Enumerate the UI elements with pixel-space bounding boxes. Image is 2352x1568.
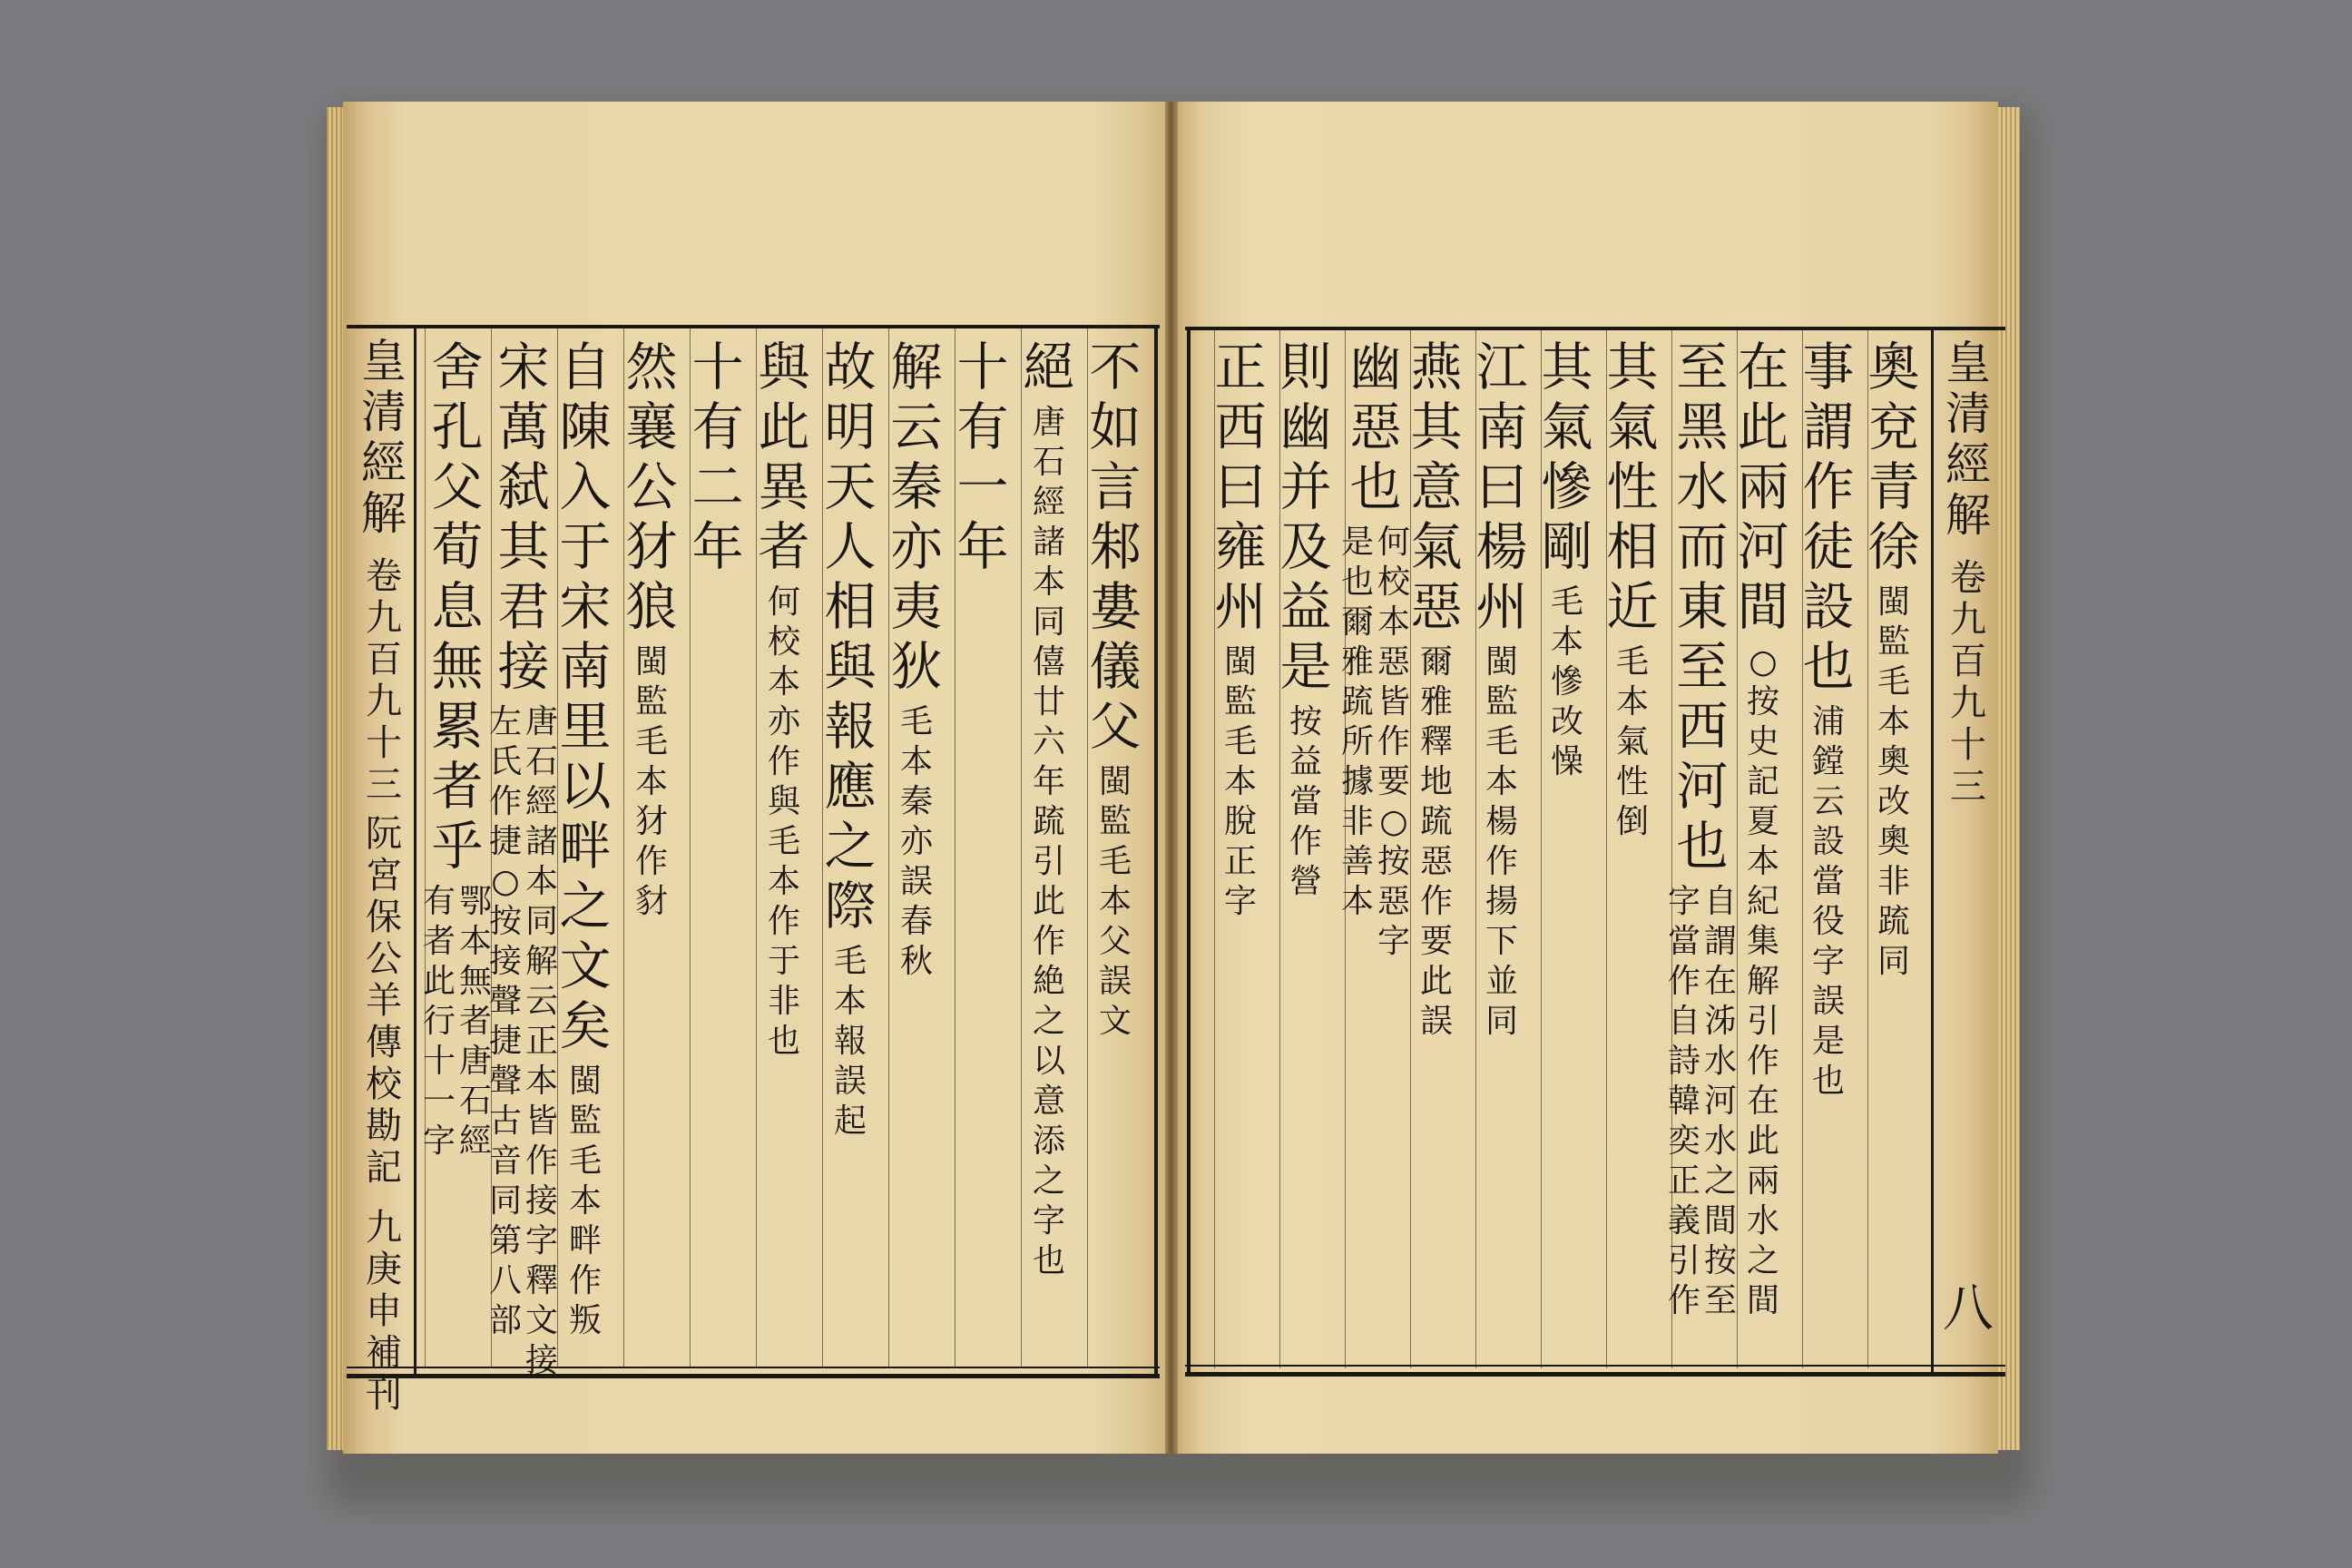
- main-text: 不 如 言 邾 婁 儀 父: [1089, 338, 1142, 757]
- main-text: 自 陳 入 于 宋 南 里 以 畔 之 文 矣: [559, 338, 612, 1056]
- annotation-note: ○ 按 史 記 夏 本 紀 集 解 引 作 在 此 兩 水 之 間: [1746, 643, 1779, 1319]
- annotation-note: 毛 本 慘 改 懆: [1550, 583, 1583, 780]
- main-text: 其 氣 慘 剛: [1541, 338, 1593, 577]
- left-column: [686, 338, 750, 577]
- right-margin-rule: [1931, 327, 1934, 1375]
- note-line: 自 謂 在 泲 水 河 水 之 間 按 至: [1703, 883, 1737, 1319]
- annotation-note: [1339, 523, 1412, 962]
- annotation-note: [1666, 882, 1739, 1321]
- left-column: [951, 338, 1014, 577]
- note-line: 鄂 本 無 者 唐 石 經: [458, 883, 492, 1160]
- main-text: 則 幽 并 及 益 是: [1279, 338, 1332, 697]
- main-text: 其 氣 性 相 近: [1606, 338, 1659, 637]
- annotation-note: 閩 監 毛 本 楊 作 揚 下 並 同: [1485, 643, 1518, 1040]
- right-column: [1339, 338, 1412, 962]
- note-line: 左 氏 作 捷 ○ 按 接 聲 捷 聲 古 音 同 第 八 部: [488, 703, 522, 1339]
- main-text: 十 有 二 年: [691, 338, 744, 577]
- annotation-note: 閩 監 毛 本 父 誤 文: [1098, 763, 1132, 1040]
- main-text: 故 明 天 人 相 與 報 應 之 際: [824, 338, 877, 936]
- main-text: 絕: [1023, 338, 1075, 397]
- main-text: 奧 兗 青 徐: [1867, 338, 1920, 577]
- left-column: [554, 338, 617, 1341]
- volume-number-right: 卷 九 百 九 十 三: [1950, 557, 1986, 808]
- volume-number: 卷 九 百 九 十 三: [366, 555, 402, 806]
- main-text: 至 黑 水 而 東 至 西 河 也: [1676, 338, 1729, 877]
- main-text: 江 南 曰 楊 州: [1475, 338, 1528, 637]
- left-column: [487, 338, 560, 1381]
- main-text: 舍 孔 父 荀 息 無 累 者 乎: [431, 338, 484, 877]
- annotation-note: 毛 本 氣 性 倒: [1615, 643, 1649, 840]
- annotation-note: 毛 本 報 誤 起: [833, 943, 867, 1140]
- left-margin-header: [352, 336, 416, 1416]
- right-column: [1535, 338, 1599, 782]
- book-gutter: [1165, 102, 1178, 1454]
- main-text: 宋 萬 弑 其 君 接: [497, 338, 550, 697]
- right-column: [1862, 338, 1926, 982]
- right-column: [1470, 338, 1534, 1042]
- left-column: [620, 338, 683, 922]
- right-bottom-inner-rule: [1185, 1365, 2005, 1367]
- main-text: 然 襄 公 犲 狼: [625, 338, 678, 637]
- note-line: 唐 石 經 諸 本 同 解 云 正 本 皆 作 接 字 釋 文 接: [524, 703, 558, 1379]
- left-outer-rule: [1154, 325, 1158, 1377]
- collection-title-right: 皇 清 經 解: [1945, 337, 1991, 542]
- annotation-note: 唐 石 經 諸 本 同 僖 廿 六 年 䟽 引 此 作 絶 之 以 意 添 之 字 也: [1032, 404, 1065, 1279]
- left-column: [1017, 338, 1081, 1281]
- right-top-rule: [1185, 327, 2005, 330]
- annotation-note: 閩 監 毛 本 犲 作 豺: [634, 643, 668, 920]
- note-line: 字 當 作 自 詩 韓 奕 正 義 引 作: [1667, 883, 1700, 1319]
- left-column: [421, 338, 494, 1161]
- main-text: 燕 其 意 氣 惡: [1410, 338, 1463, 637]
- folio-number: 八: [1943, 1279, 1994, 1338]
- annotation-note: [421, 882, 494, 1161]
- main-text: 十 有 一 年: [956, 338, 1009, 577]
- right-column: [1666, 338, 1739, 1321]
- right-outer-rule: [1187, 327, 1191, 1375]
- edition-note: 九 庚 申 補 刊: [366, 1207, 402, 1416]
- annotation-note: 浦 鏜 云 設 當 役 字 誤 是 也: [1811, 703, 1845, 1100]
- left-column: [1083, 338, 1147, 1042]
- right-column: [1274, 338, 1338, 902]
- left-column: [752, 338, 816, 1062]
- annotation-note: 按 益 當 作 營: [1289, 703, 1322, 900]
- right-margin-header: [1936, 338, 2000, 1339]
- note-line: 有 者 此 行 十 一 字: [422, 883, 456, 1160]
- annotation-note: [487, 702, 560, 1381]
- left-column: [885, 338, 948, 982]
- right-column: [1601, 338, 1664, 842]
- main-text: 事 謂 作 徒 設 也: [1802, 338, 1855, 697]
- right-column: [1731, 338, 1795, 1321]
- annotation-note: 閩 監 毛 本 畔 作 叛: [568, 1063, 602, 1339]
- right-bottom-rule: [1185, 1372, 2005, 1377]
- main-text: 幽 惡 也: [1349, 338, 1402, 517]
- right-column: [1405, 338, 1468, 1042]
- right-column: [1209, 338, 1272, 922]
- annotation-note: 閩 監 毛 本 奧 改 奧 非 䟽 同: [1877, 583, 1910, 980]
- left-bottom-inner-rule: [347, 1367, 1160, 1368]
- note-line: 何 校 本 惡 皆 作 要 ○ 按 惡 字: [1377, 524, 1410, 960]
- work-title: 阮 宮 保 公 羊 傳 校 勘 記: [366, 813, 402, 1189]
- annotation-note: 閩 監 毛 本 脫 正 字: [1223, 643, 1257, 920]
- main-text: 正 西 曰 雍 州: [1214, 338, 1267, 637]
- main-text: 在 此 兩 河 間: [1737, 338, 1789, 637]
- right-column: [1797, 338, 1860, 1102]
- annotation-note: 何 校 本 亦 作 與 毛 本 作 于 非 也: [767, 583, 800, 1060]
- note-line: 是 也 爾 雅 䟽 所 據 非 善 本: [1340, 524, 1374, 920]
- annotation-note: 爾 雅 釋 地 䟽 惡 作 要 此 誤: [1419, 643, 1453, 1040]
- main-text: 與 此 異 者: [758, 338, 810, 577]
- left-top-rule: [347, 325, 1160, 328]
- left-bottom-rule: [347, 1374, 1160, 1378]
- annotation-note: 毛 本 秦 亦 誤 春 秋: [899, 703, 933, 980]
- main-text: 解 云 秦 亦 夷 狄: [890, 338, 943, 697]
- left-column: [818, 338, 882, 1142]
- collection-title: 皇 清 經 解: [361, 335, 407, 540]
